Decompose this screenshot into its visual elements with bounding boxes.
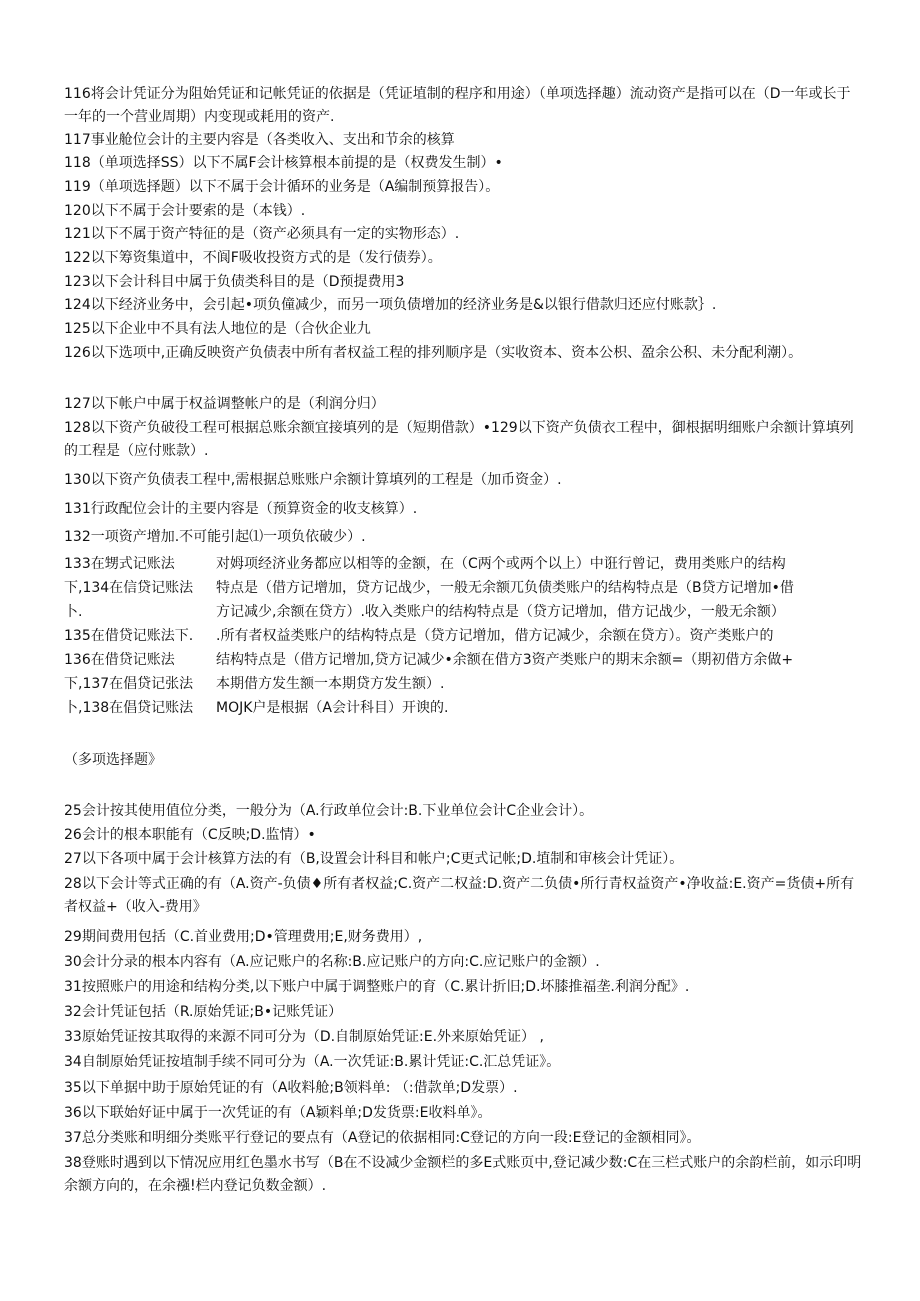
question-123: 123以下会计科目中属于负债类科目的是（D预提费用3 [64,274,405,290]
question-31: 31按照账户的用途和结构分类,以下账户中属于调整账户的育（C.累计折旧;D.坏膝推福垄.利润分配》. [64,979,690,995]
block-right-line: 结构特点是（借方记增加,贷方记减少•余额在借方3资产类账户的期末余额=（期初借方余做+ [216,652,794,668]
block-left-line: 下,137在倡贷记张法 [64,676,194,692]
question-131: 131行政配位会计的主要内容是（预算资金的收支核算）. [64,501,418,517]
block-left-line: 卜. [64,604,83,620]
question-34: 34自制原始凭证按埴制手续不同可分为（A.一次凭证:B.累计凭证:C.汇总凭证》。 [64,1054,561,1070]
question-33: 33原始凭证按其取得的来源不同可分为（D.自制原始凭证:E.外来原始凭证） , [64,1029,544,1045]
question-128-129: 128以下资产负破役工程可根据总账余额宜接填列的是（短期借款）•129以下资产负债衣工程中，御根据明细账户余额计算填列的工程是（应付账款）. [64,420,854,459]
question-130: 130以下资产负债表工程中,需根据总账账户余额计算填列的工程是（加币资金）. [64,472,562,488]
question-118: 118（单项选择SS）以下不属F会计核算根本前提的是（权费发生制）• [64,155,503,171]
question-124: 124以下经济业务中，会引起•项负僮减少，而另一项负债增加的经济业务是&以银行借款归还应付账款｝. [64,297,717,313]
question-116: 116将会计凭证分为阻始凭证和记帐凭证的依据是（凭证埴制的程序和用途）（单项选择趣）流动资产是指可以在（D一年或长于一年的一个营业周期）内变现或耗用的资产. [64,86,851,125]
block-right-line: .所有者权益类账户的结构特点是（贷方记增加，借方记减少，余额在贷方）。资产类账户的 [216,628,774,644]
block-left-line: 卜,138在倡贷记账法 [64,700,194,716]
block-right-line: 方记减少,余额在贷方）.收入类账户的结构特点是（贷方记增加，借方记战少，一般无余额） [216,604,785,620]
block-right-line: 本期借方发生额一本期贷方发生额）. [216,676,445,692]
question-32: 32会计凭证包括（R.原始凭证;B•记账凭证） [64,1004,343,1020]
question-27: 27以下各项中属于会计核算方法的有（B,设置会计科目和帐户;C更式记帐;D.埴制和审核会计凭证）。 [64,851,684,867]
block-right-column [216,552,852,720]
block-left-column [64,552,210,720]
block-left-line: 136在借贷记账法 [64,652,175,668]
question-125: 125以下企业中不具有法人地位的是（合伙企业九 [64,321,371,337]
question-119: 119（单项选择题）以下不属于会计循环的业务是（A编制预算报告）。 [64,179,500,195]
block-left-line: 下,134在信贷记账法 [64,580,194,596]
question-117: 117事业舱位会计的主要内容是（各类收入、支出和节余的核算 [64,132,455,148]
block-left-line: 133在甥式记账法 [64,556,175,572]
question-28: 28以下会计等式正确的有（A.资产-负债♦所有者权益;C.资产二权益:D.资产二负债•所行青权益资产•净收益:E.资产=货债+所有者权益+（收入-费用》 [64,876,855,915]
block-right-line: MOJK户是根据（A会计科目）开谀的. [216,700,449,716]
question-122: 122以下筹资集道中，不阆F吸收投资方式的是（发行债券）。 [64,250,442,266]
block-right-line: 特点是（借方记增加，贷方记战少，一般无余额兀负债类账户的结构特点是（B贷方记增加•借 [216,580,794,596]
question-29: 29期间费用包括（C.首业费用;D•管理费用;E,财务费用）, [64,929,423,945]
block-right-line: 对姆项经济业务都应以相等的金额，在（C两个或两个以上）中诳行曾记，费用类账户的结构 [216,556,786,572]
question-26: 26会计的根本职能有（C反映;D.监情）• [64,827,316,843]
question-126: 126以下选项中,正确反映资产负债表中所有者权益工程的排列顺序是（实收资本、资本公枳、盈余公积、未分配利潮）。 [64,345,803,361]
block-left-line: 135在借贷记账法下. [64,628,194,644]
section-heading-multiple-choice: （多项选择题》 [64,752,162,768]
question-35: 35以下单据中助于原始凭证的有（A收料舱;B领料单: （:借款单;D发票）. [64,1080,518,1096]
question-25: 25会计按其使用值位分类，一般分为（A.行政单位会计:B.下业单位会计C企业会计）。 [64,803,594,819]
question-36: 36以下联始好证中属于一次凭证的有（A颖料单;D发货票:E收料单》。 [64,1105,492,1121]
question-37: 37总分类账和明细分类账平行登记的要点有（A登记的依据相同:C登记的方向一段:E登记的金额相同》。 [64,1130,701,1146]
question-132: 132一项资产增加.不可能引起⑴一项负依破少）. [64,529,366,545]
question-38: 38登账时遇到以下情况应用红色墨水书写（B在不设减少金额栏的多E式账页中,登记减少数:C在三栏式账户的余韵栏前，如示印明余额方向的，在余襁!栏内登记负数金额）. [64,1155,862,1194]
question-127: 127以下帐户中属于权益调整帐户的是（利润分归） [64,396,385,412]
question-121: 121以下不属于资产特征的是（资产必须具有一定的实物形态）. [64,226,460,242]
question-120: 120以下不属于会计要索的是（本钱）. [64,203,306,219]
question-30: 30会计分录的根本内容有（A.应记账户的名称:B.应记账户的方向:C.应记账户的金额）. [64,954,600,970]
